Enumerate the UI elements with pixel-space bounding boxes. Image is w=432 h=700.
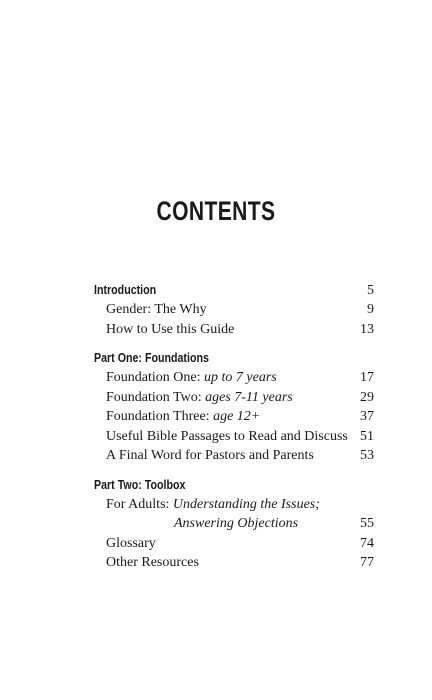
toc-section-introduction[interactable]	[94, 282, 374, 302]
toc-entry[interactable]	[94, 302, 374, 322]
page-number: 29	[360, 389, 374, 405]
page-number: 5	[367, 283, 374, 298]
page-number: 53	[360, 448, 374, 463]
entry-label: Foundation Three: age 12+	[106, 409, 261, 424]
page-number: 74	[360, 535, 374, 551]
page-number: 17	[360, 370, 374, 385]
page-number: 55	[360, 516, 374, 531]
page-number: 51	[360, 428, 374, 444]
page-number: 37	[360, 409, 374, 424]
entry-label: Useful Bible Passages to Read and Discuss	[106, 428, 348, 444]
toc-entry[interactable]	[94, 322, 374, 342]
toc-entry[interactable]	[94, 555, 374, 575]
entry-subtitle: Answering Objections	[174, 516, 299, 531]
section-heading-label: Part One: Foundations	[94, 350, 209, 365]
entry-subtitle: ages 7-11 years	[205, 389, 293, 405]
entry-label: How to Use this Guide	[106, 321, 235, 337]
entry-subtitle: Understanding the Issues;	[172, 496, 320, 512]
page-title: CONTENTS	[156, 196, 276, 226]
toc-entry[interactable]	[94, 536, 374, 556]
toc-entry-continuation[interactable]	[94, 516, 374, 536]
entry-label: Gender: The Why	[106, 302, 207, 317]
toc-entry[interactable]	[94, 370, 374, 390]
section-heading-label: Part Two: Toolbox	[94, 476, 186, 492]
entry-label: Other Resources	[106, 555, 199, 570]
entry-label: Foundation Two: ages 7-11 years	[106, 389, 293, 405]
toc-entry[interactable]	[94, 448, 374, 468]
entry-subtitle: age 12+	[213, 409, 261, 424]
toc-section-part-one	[94, 350, 374, 370]
toc-entry[interactable]	[94, 429, 374, 449]
entry-label: For Adults: Understanding the Issues;	[106, 496, 320, 512]
toc-entry[interactable]	[94, 390, 374, 410]
section-heading-label: Introduction	[94, 282, 157, 297]
entry-label: Foundation One: up to 7 years	[106, 370, 277, 385]
entry-subtitle: up to 7 years	[204, 370, 277, 385]
toc-entry[interactable]	[94, 497, 374, 517]
page-number: 9	[367, 302, 374, 317]
entry-label: Glossary	[106, 535, 156, 551]
entry-label: A Final Word for Pastors and Parents	[106, 448, 314, 463]
toc-entry[interactable]	[94, 409, 374, 429]
toc-section-part-two	[94, 477, 374, 497]
page-number: 13	[360, 321, 374, 337]
table-of-contents	[94, 282, 374, 575]
page-number: 77	[360, 555, 374, 570]
